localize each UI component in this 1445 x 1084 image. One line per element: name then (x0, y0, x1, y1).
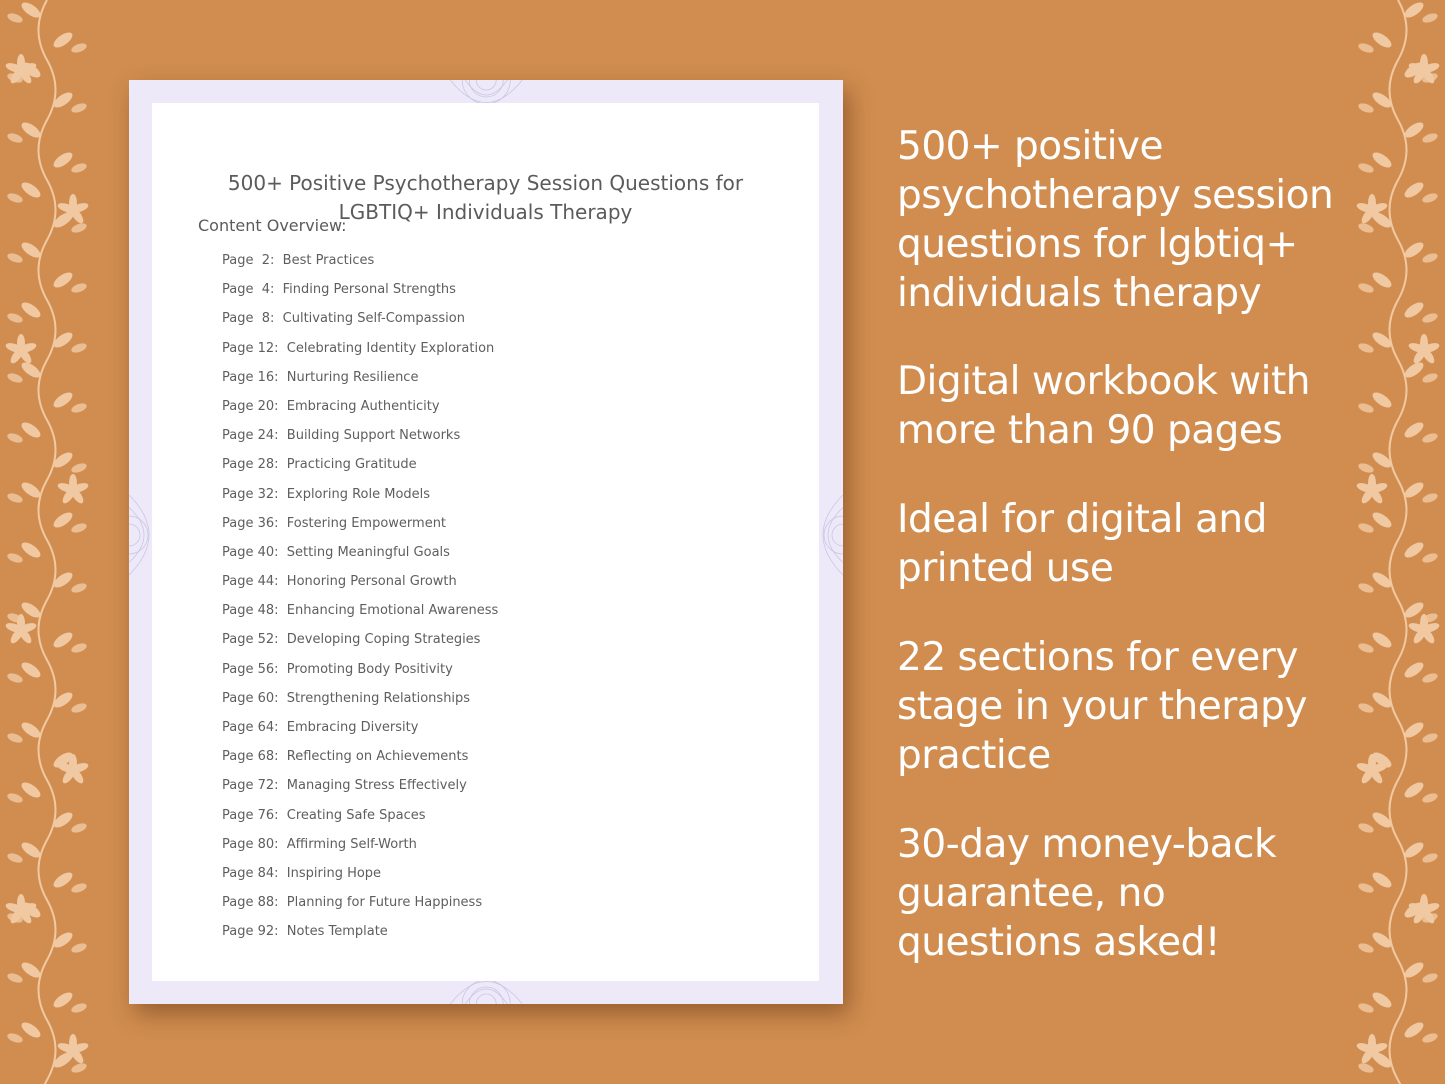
toc-entry: Page 88: Planning for Future Happiness (222, 895, 483, 911)
mandala-ornament-left (129, 440, 152, 630)
toc-entry: Page 60: Strengthening Relationships (222, 690, 471, 706)
toc-entry: Page 80: Affirming Self-Worth (222, 836, 417, 852)
toc-entry: Page 48: Enhancing Emotional Awareness (222, 603, 499, 619)
toc-entry: Page 32: Exploring Role Models (222, 486, 431, 502)
toc-entry: Page 68: Reflecting on Achievements (222, 749, 469, 765)
content-overview-label: Content Overview: (198, 216, 347, 235)
mandala-ornament-right (820, 440, 843, 630)
feature-usage: Ideal for digital and printed use (897, 497, 1267, 591)
toc-entry: Page 2: Best Practices (222, 253, 375, 268)
toc-entry: Page 28: Practicing Gratitude (222, 457, 417, 473)
mandala-ornament-top (384, 80, 589, 103)
toc-entry: Page 24: Building Support Networks (222, 428, 461, 444)
toc-entry: Page 40: Setting Meaningful Goals (222, 544, 450, 560)
toc-entry: Page 76: Creating Safe Spaces (222, 807, 426, 823)
toc-entry: Page 72: Managing Stress Effectively (222, 778, 467, 794)
page-content (152, 103, 819, 981)
feature-page-count: Digital workbook with more than 90 pages (897, 359, 1310, 453)
floral-vine-right (1350, 0, 1445, 1084)
feature-guarantee: 30-day money-back guarantee, no questions asked! (897, 822, 1277, 965)
toc-entry: Page 8: Cultivating Self-Compassion (222, 311, 465, 327)
workbook-page-preview (129, 80, 843, 1004)
toc-entry: Page 64: Embracing Diversity (222, 720, 419, 735)
mandala-ornament-bottom (384, 981, 589, 1004)
toc-entry: Page 52: Developing Coping Strategies (222, 632, 481, 648)
toc-entry: Page 92: Notes Template (222, 924, 388, 940)
floral-vine-left (0, 0, 95, 1084)
document-title: 500+ Positive Psychotherapy Session Questions for LGBTIQ+ Individuals Therapy (227, 171, 744, 225)
toc-entry: Page 12: Celebrating Identity Exploration (222, 340, 495, 356)
toc-entry: Page 20: Embracing Authenticity (222, 398, 440, 414)
toc-entry: Page 44: Honoring Personal Growth (222, 574, 457, 590)
toc-entry: Page 36: Fostering Empowerment (222, 515, 447, 531)
toc-entry: Page 4: Finding Personal Strengths (222, 282, 456, 298)
table-of-contents (222, 253, 498, 954)
feature-sections: 22 sections for every stage in your therapy practice (897, 635, 1307, 778)
toc-entry: Page 56: Promoting Body Positivity (222, 661, 453, 677)
toc-entry: Page 16: Nurturing Resilience (222, 369, 419, 385)
toc-entry: Page 84: Inspiring Hope (222, 865, 382, 881)
feature-question-count: 500+ positive psychotherapy session questions for lgbtiq+ individuals therapy (897, 124, 1334, 316)
